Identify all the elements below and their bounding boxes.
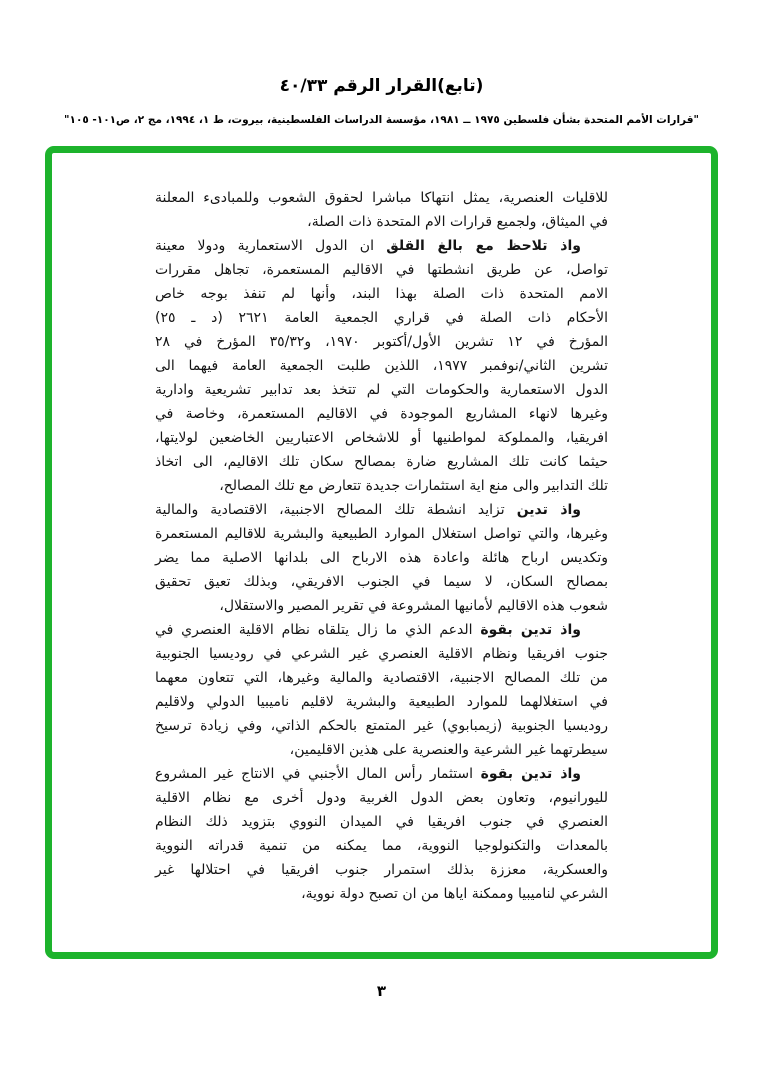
page-title: (تابع)القرار الرقم ٤٠/٣٣ <box>279 76 484 96</box>
text-line: من تلك المصالح الاجنبية، الاقتصادية والمالية وغيرها، التي تتعاون معهما <box>155 670 608 686</box>
text-column <box>155 186 608 906</box>
text-line: المؤرخ في ١٢ تشرين الأول/أكتوبر ١٩٧٠، و٣٥/٣٢ المؤرخ في ٢٨ <box>155 334 609 350</box>
text-line: في استغلالهما للموارد الطبيعية والبشرية لاقليم ناميبيا الدولي ولاقليم <box>155 694 608 710</box>
bold-lead: واذ تدين <box>516 502 582 518</box>
text-line: بمصالح السكان، لا سيما في الجنوب الافريقي، وبذلك تعيق تحقيق <box>155 574 608 590</box>
text-line: الأحكام ذات الصلة في قراري الجمعية العامة ٢٦٢١ (د ـ ٢٥) <box>155 310 608 326</box>
text-line: واذ تدين تزايد انشطة تلك المصالح الاجنبية، الاقتصادية والمالية <box>155 502 582 518</box>
text-line: تواصل، عن طريق انشطتها في الاقاليم المستعمرة، تجاهل مقررات <box>155 262 608 278</box>
text-line: للاقليات العنصرية، يمثل انتهاكا مباشرا لحقوق الشعوب وللمبادىء المعلنة <box>155 190 608 206</box>
text-line: الدول الاستعمارية والحكومات التي لم تتخذ بعد تدابير تشريعية وادارية <box>155 382 608 398</box>
text-line: وتكديس ارباح هائلة واعادة هذه الارباح الى بلدانها الاصلية مما يضر <box>155 550 608 566</box>
page-number: ٣ <box>376 982 387 1000</box>
text-line: واذ تدين بقوة استثمار رأس المال الأجنبي في الانتاج غير المشروع <box>155 766 582 782</box>
text-line: العنصري في جنوب افريقيا في الميدان النووي بتزويد ذلك النظام <box>155 814 608 830</box>
text-line: بالمعدات والتكنولوجيا النووية، مما يمكنه من تنمية قدراته النووية <box>155 838 608 854</box>
text-line: والعسكرية، معززة بذلك استمرار جنوب افريقيا في احتلالها غير <box>155 862 608 878</box>
text-line: حيثما كانت تلك المشاريع ضارة بمصالح سكان تلك الاقاليم، الى اتخاذ <box>155 454 608 470</box>
body-text-area <box>0 186 763 906</box>
text-line: وغيرها، والتي تواصل استغلال الموارد الطبيعية والبشرية للاقاليم المستعمرة <box>155 526 608 542</box>
text-line: في الميثاق، ولجميع قرارات الام المتحدة ذات الصلة، <box>307 214 608 230</box>
citation-line: "قرارات الأمم المتحدة بشأن فلسطين ١٩٧٥ ــ ١٩٨١، مؤسسة الدراسات الفلسطينية، بيروت، ط ١، ١٩٩٤، مج ٢، ص١٠١- ١٠٥" <box>64 114 699 126</box>
text-line: لليورانيوم، وتعاون بعض الدول الغربية ودول أخرى مع نظام الاقلية <box>155 790 608 806</box>
bold-lead: واذ تدين بقوة <box>480 622 581 638</box>
text-line: افريقيا، والمملوكة لمواطنيها أو للاشخاص الاعتباريين الخاضعين لولايتها، <box>155 430 608 446</box>
bold-lead: واذ تلاحظ مع بالغ القلق <box>386 238 581 254</box>
text-line: تلك التدابير والى منع اية استثمارات جديدة تتعارض مع تلك المصالح، <box>219 478 608 494</box>
text-line: الامم المتحدة ذات الصلة بهذا البند، وأنها لم تنفذ بوجه خاص <box>155 286 608 302</box>
text-line: واذ تدين بقوة الدعم الذي ما زال يتلقاه نظام الاقلية العنصري في <box>155 622 581 638</box>
text-line: جنوب افريقيا ونظام الاقلية العنصري غير الشرعي في روديسيا الجنوبية <box>155 646 608 662</box>
text-line: الشرعي لناميبيا وممكنة اياها من ان تصبح دولة نووية، <box>301 886 608 902</box>
text-line: واذ تلاحظ مع بالغ القلق ان الدول الاستعمارية ودولا معينة <box>155 238 581 254</box>
bold-lead: واذ تدين بقوة <box>480 766 582 782</box>
text-line: سيطرتهما غير الشرعية والعنصرية على هذين الاقليمين، <box>289 742 608 758</box>
text-line: تشرين الثاني/نوفمبر ١٩٧٧، اللذين طلبت الجمعية العامة فيهما الى <box>155 358 609 374</box>
text-line: روديسيا الجنوبية (زيمبابوي) غير المتمتع بالحكم الذاتي، وفي زيادة ترسيخ <box>155 718 608 734</box>
text-line: شعوب هذه الاقاليم لأمانيها المشروعة في تقرير المصير والاستقلال، <box>219 598 608 614</box>
text-line: وغيرها لانهاء المشاريع الموجودة في الاقاليم المستعمرة، وخاصة في <box>155 406 608 422</box>
